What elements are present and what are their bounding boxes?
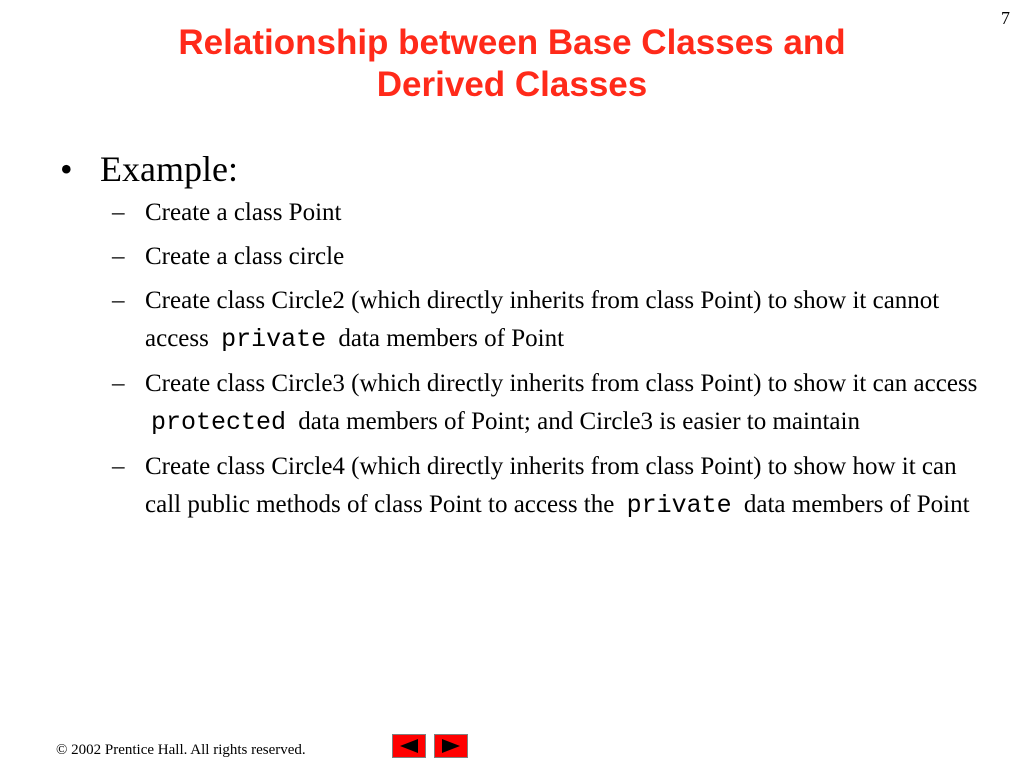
sub-bullet-text-after: data members of Point; and Circle3 is easier to maintain [298,408,860,435]
dash-icon: – [112,453,125,480]
main-bullet [60,146,980,192]
copyright-footer: © 2002 Prentice Hall. All rights reserved. [56,742,306,758]
sub-bullet-text-before: Create class Circle3 (which directly inherits from class Point) to show it can access [145,370,978,397]
sub-bullet-text [145,365,980,442]
sub-bullet-item [112,365,980,442]
sub-bullet-item [112,194,980,232]
previous-slide-button[interactable] [392,734,426,758]
slide-navigation [392,734,468,758]
code-keyword: private [626,491,732,520]
sub-bullet-item [112,282,980,359]
sub-bullet-item [112,448,980,525]
slide-title [0,22,1024,106]
dash-icon: – [112,287,125,314]
sub-bullet-item [112,238,980,276]
sub-bullet-text-after: data members of Point [338,325,565,352]
main-bullet-label: Example: [100,149,238,189]
sub-bullet-text: Create a class circle [145,243,345,270]
slide-title-line-1: Relationship between Base Classes and [178,23,846,62]
sub-bullet-text-after: data members of Point [743,491,970,518]
sub-bullet-text [145,448,980,525]
sub-bullet-text: Create a class Point [145,199,342,226]
next-slide-button[interactable] [434,734,468,758]
bullet-icon: • [60,149,73,189]
page-number: 7 [1001,8,1010,28]
dash-icon: – [112,243,125,270]
sub-bullet-text-before: Create class Circle2 (which directly inherits from class Point) to show it cannot access [145,287,940,352]
dash-icon: – [112,370,125,397]
sub-bullet-text [145,282,980,359]
right-triangle-icon [440,738,462,754]
slide-content [60,146,980,531]
code-keyword: protected [151,408,287,437]
slide-title-line-2: Derived Classes [376,65,648,104]
left-triangle-icon [398,738,420,754]
dash-icon: – [112,199,125,226]
sub-bullet-list [112,194,980,525]
sub-bullet-text-before: Create class Circle4 (which directly inherits from class Point) to show how it can call public methods of class Point to access the [145,453,957,518]
code-keyword: private [221,325,327,354]
